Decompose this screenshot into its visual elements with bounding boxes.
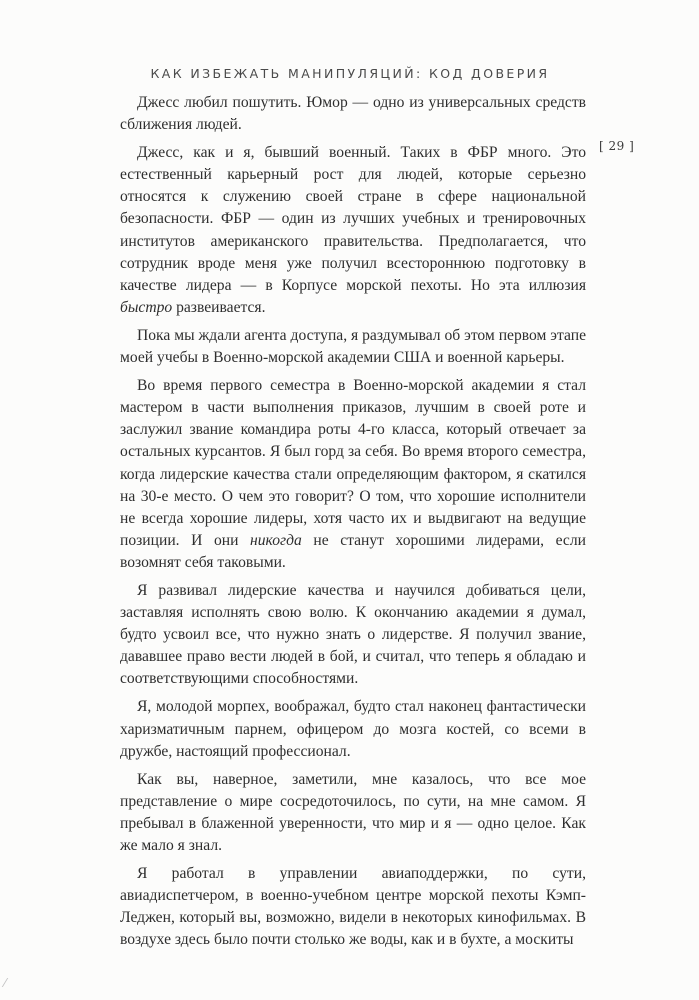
emphasis-fast: быстро: [120, 298, 173, 316]
paragraph-2-end: развеивается.: [176, 298, 266, 316]
paragraph-8-text: Я работал в управлении авиаподдержки, по сути, авиадиспетчером, в военно-учебном центре морской пехоты Кэмп-Леджен, который вы, возможно, видели в некоторых кинофильмах. В воздухе здесь было почти столько же воды, как и в бухте, а москиты: [120, 865, 586, 949]
corner-mark: ⁄: [4, 976, 7, 990]
paragraph-5: [120, 580, 586, 690]
paragraph-6-text: Я, молодой морпех, воображал, будто стал наконец фантастически харизматичным парнем, офицером до мозга костей, со всеми в дружбе, настоящий профессионал.: [120, 698, 586, 760]
paragraph-5-text: Я развивал лидерские качества и научился добиваться цели, заставляя исполнять свою волю. К окончанию академии я думал, будто усвоил все, что нужно знать о лидерстве. Я получил звание, дававшее право вести людей в бой, и считал, что теперь я обладаю и соответствующими способностями.: [120, 581, 586, 688]
paragraph-2: [120, 142, 586, 319]
paragraph-4: [120, 375, 586, 574]
paragraph-2-text: Джесс, как и я, бывший военный. Таких в ФБР много. Это естественный карьерный рост для людей, которые серьезно относятся к служению своей стране в сфере национальной безопасности. ФБР — один из лучших учебных и тренировочных институтов американского правительства. Предполагается, что сотрудник вроде меня уже получил всестороннюю подготовку в качестве лидера — в Корпусе морской пехоты. Но эта иллюзия: [120, 144, 586, 294]
paragraph-4-end: не станут хорошими лидерами, если возомнят себя таковыми.: [120, 531, 586, 571]
paragraph-3: [120, 325, 586, 369]
paragraph-8: [120, 863, 586, 951]
body-text: [120, 92, 586, 951]
paragraph-1-text: Джесс любил пошутить. Юмор — одно из универсальных средств сближения людей.: [120, 94, 586, 134]
emphasis-never: никогда: [250, 531, 302, 549]
paragraph-6: [120, 696, 586, 762]
paragraph-4-text: Во время первого семестра в Военно-морской академии я стал мастером в части выполнения приказов, лучшим в своей роте и заслужил звание командира роты 4-го класса, который отвечает за остальных курсантов. Я был горд за себя. Во время второго семестра, когда лидерские качества стали определяющим фактором, я скатился на 30-е место. О чем это говорит? О том, что хорошие исполнители не всегда хорошие лидеры, хотя часто их и выдвигают на ведущие позиции. И они: [120, 377, 586, 549]
paragraph-7-text: Как вы, наверное, заметили, мне казалось, что все мое представление о мире сосредоточилось, по сути, на мне самом. Я пребывал в блаженной уверенности, что мир и я — одно целое. Как же мало я знал.: [120, 770, 586, 854]
page-number: [ 29 ]: [599, 139, 635, 153]
paragraph-7: [120, 769, 586, 857]
running-head: КАК ИЗБЕЖАТЬ МАНИПУЛЯЦИЙ: КОД ДОВЕРИЯ: [150, 66, 550, 81]
paragraph-1: [120, 92, 586, 136]
paragraph-3-text: Пока мы ждали агента доступа, я раздумывал об этом первом этапе моей учебы в Военно-морской академии США и военной карьеры.: [120, 326, 586, 367]
